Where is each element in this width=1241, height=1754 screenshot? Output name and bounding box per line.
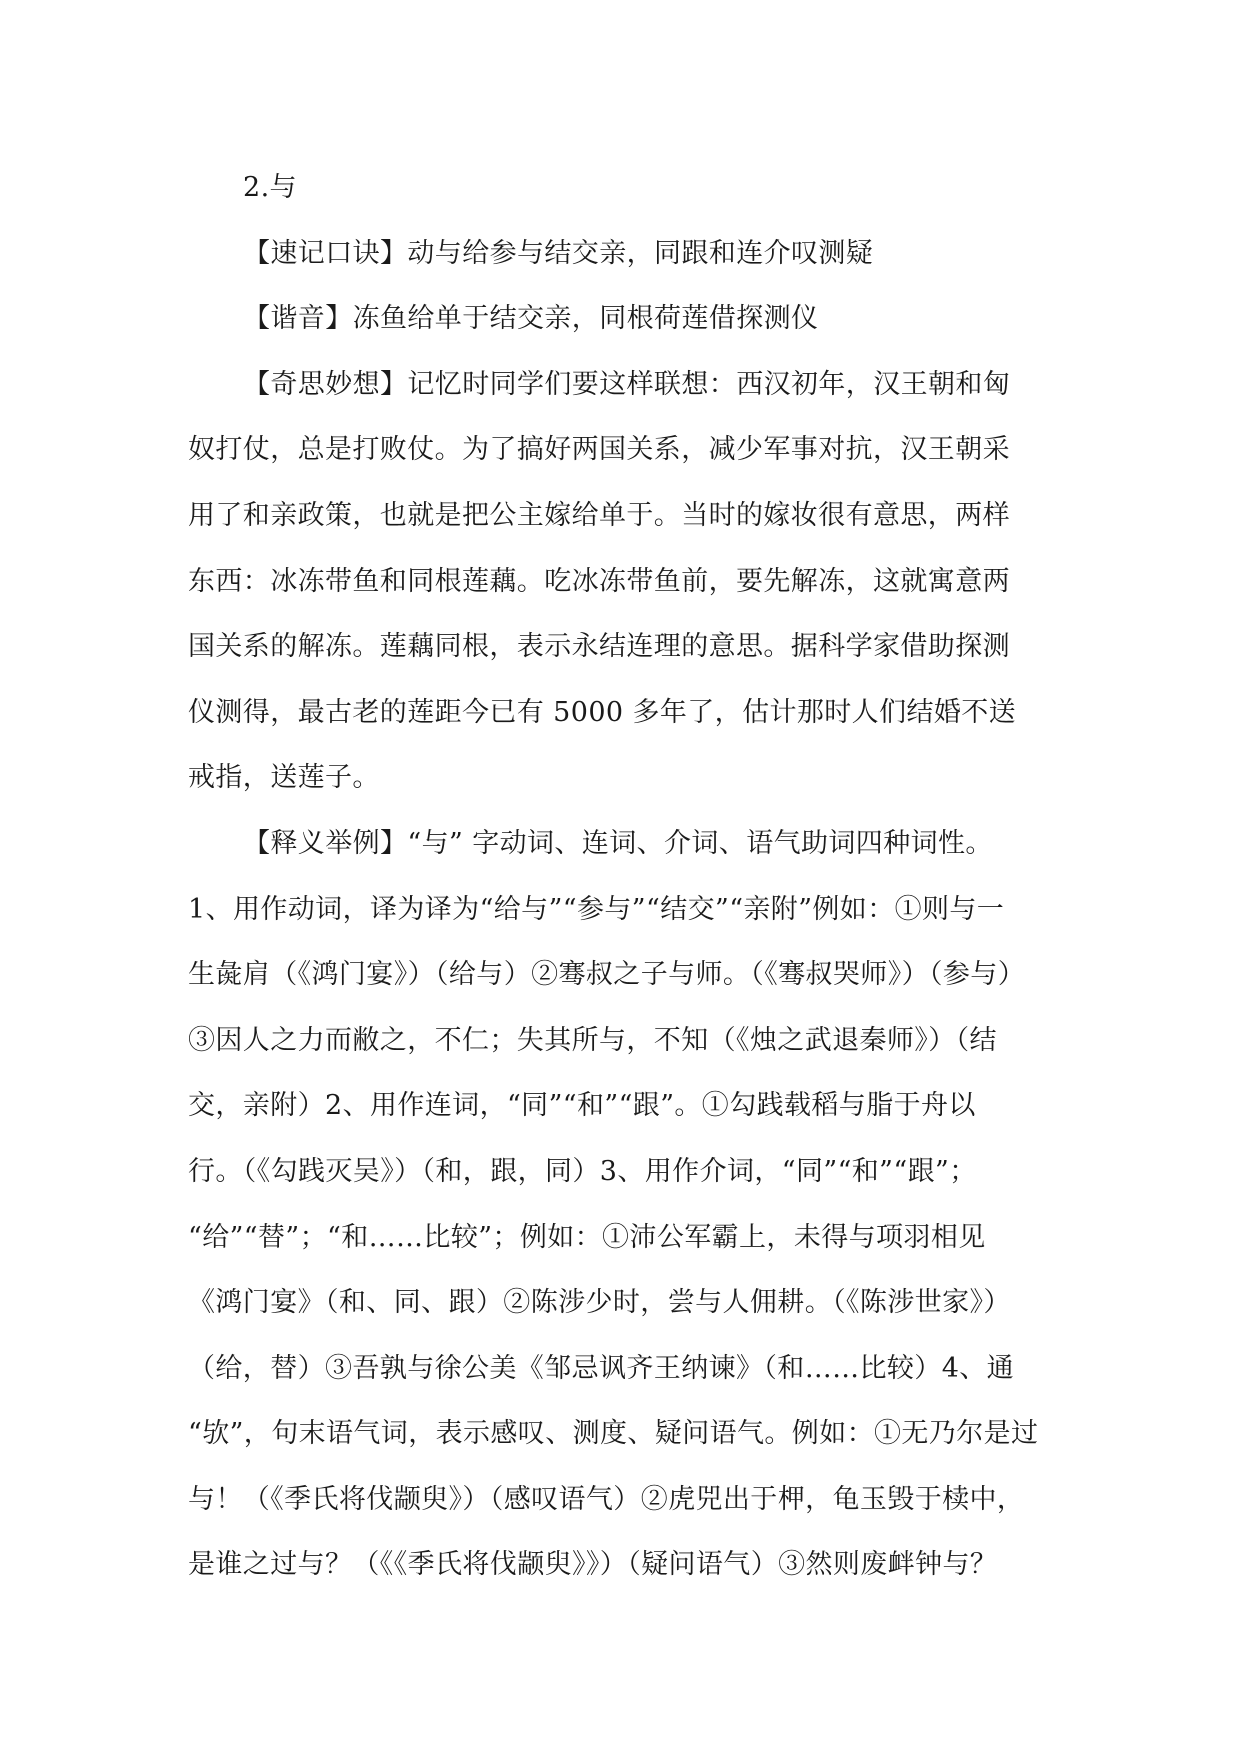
definition-paragraph-line: 《鸿门宴》（和、同、跟）②陈涉少时，尝与人佣耕。（《陈涉世家》） [188, 1287, 1011, 1319]
association-paragraph-line: 奴打仗，总是打败仗。为了搞好两国关系，减少军事对抗，汉王朝采 [188, 434, 1010, 466]
association-paragraph-line: 国关系的解冻。莲藕同根，表示永结连理的意思。据科学家借助探测 [188, 631, 1010, 663]
definition-paragraph-line: 【释义举例】“与” 字动词、连词、介词、语气助词四种词性。 [243, 827, 993, 859]
definition-paragraph-line: （给，替）③吾孰与徐公美《邹忌讽齐王纳谏》（和……比较）4、通 [188, 1352, 1015, 1384]
association-paragraph-line: 【奇思妙想】记忆时同学们要这样联想：西汉初年，汉王朝和匈 [243, 368, 1011, 400]
definition-paragraph-line: 1、用作动词，译为译为“给与”“参与”“结交”“亲附”例如：①则与一 [188, 893, 1005, 925]
association-paragraph-line: 戒指，送莲子。 [188, 762, 380, 794]
definition-paragraph-line: 生彘肩（《鸿门宴》）（给与）②骞叔之子与师。（《骞叔哭师》）（参与） [188, 959, 1026, 991]
mnemonic-paragraph: 【速记口诀】动与给参与结交亲，同跟和连介叹测疑 [243, 237, 874, 269]
definition-paragraph-line: ③因人之力而敝之，不仁；失其所与，不知（《烛之武退秦师》）（结 [188, 1024, 997, 1056]
definition-paragraph-line: 是谁之过与？（《《季氏将伐颛臾》》）（疑问语气）③然则废衅钟与？ [188, 1549, 998, 1581]
association-paragraph-line: 东西：冰冻带鱼和同根莲藕。吃冰冻带鱼前，要先解冻，这就寓意两 [188, 565, 1010, 597]
association-paragraph-line: 仪测得，最古老的莲距今已有 5000 多年了，估计那时人们结婚不送 [188, 696, 1017, 728]
definition-paragraph-line: 行。（《勾践灭吴》）（和，跟，同）3、用作介词，“同”“和”“跟”； [188, 1155, 977, 1187]
document-body [188, 155, 1058, 1598]
section-heading: 2.与 [243, 172, 297, 203]
association-paragraph-line: 用了和亲政策，也就是把公主嫁给单于。当时的嫁妆很有意思，两样 [188, 499, 1010, 531]
definition-paragraph-line: 与！（《季氏将伐颛臾》）（感叹语气）②虎兕出于柙，龟玉毁于椟中， [188, 1483, 1025, 1515]
definition-paragraph-line: “欤”，句末语气词，表示感叹、测度、疑问语气。例如：①无乃尔是过 [188, 1418, 1039, 1450]
homophone-paragraph: 【谐音】冻鱼给单于结交亲，同根荷莲借探测仪 [243, 303, 819, 335]
definition-paragraph-line: 交，亲附）2、用作连词，“同”“和”“跟”。①勾践载稻与脂于舟以 [188, 1090, 976, 1122]
definition-paragraph-line: “给”“替”；“和……比较”；例如：①沛公军霸上，未得与项羽相见 [188, 1221, 986, 1253]
